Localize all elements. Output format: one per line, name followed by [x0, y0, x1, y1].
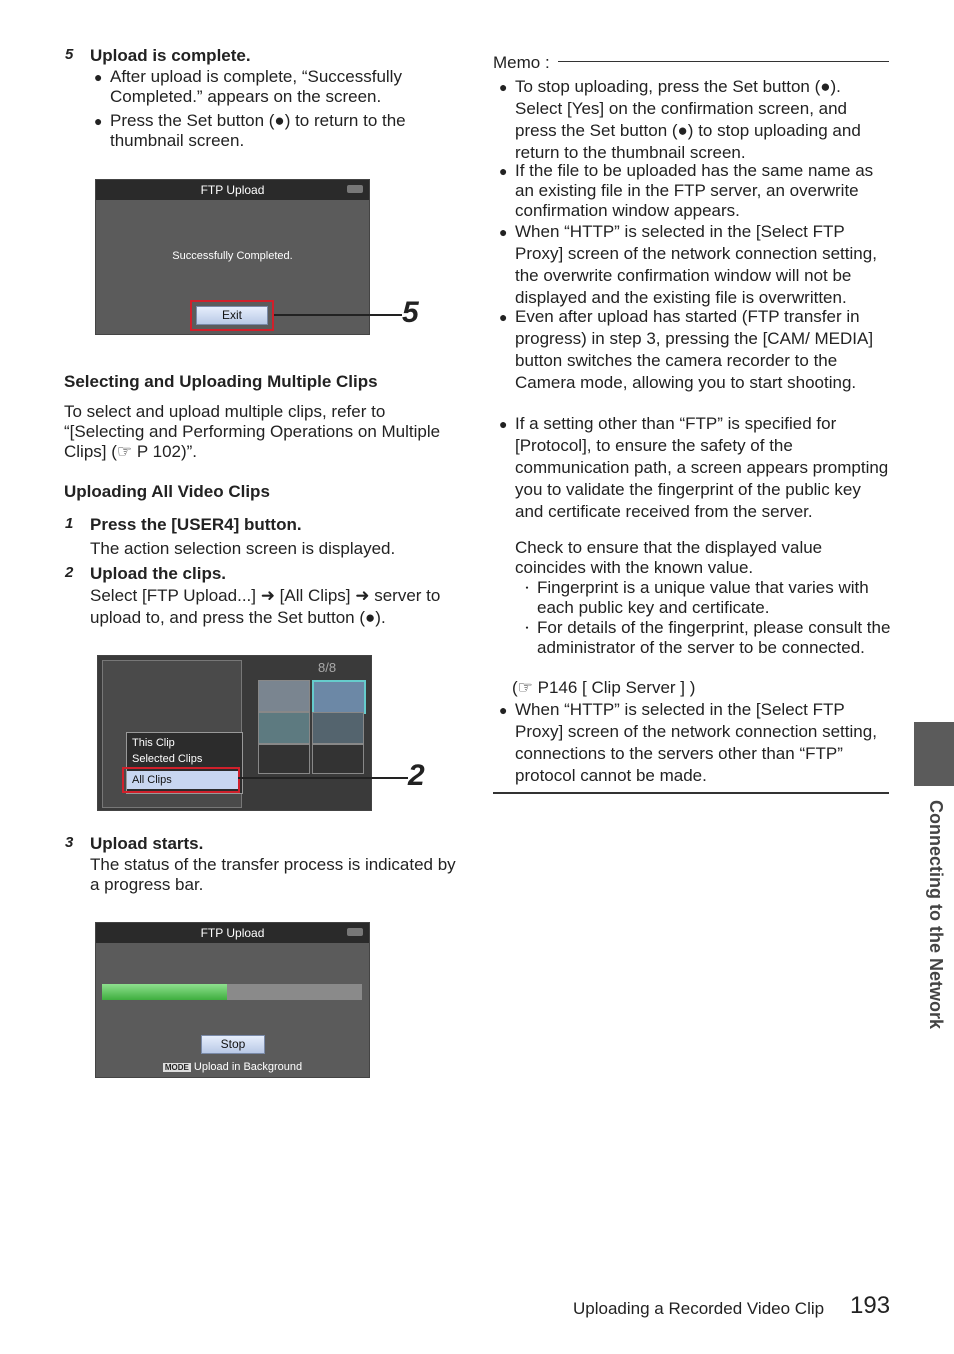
- chapter-label: Connecting to the Network: [926, 800, 946, 1029]
- menu-item-all-clips[interactable]: All Clips: [127, 771, 239, 789]
- step-number: 5: [65, 46, 74, 63]
- callout-line: [274, 314, 402, 316]
- step-title: Upload starts.: [90, 834, 204, 853]
- step-body: The status of the transfer process is indicated by a progress bar.: [90, 855, 456, 894]
- list-item: ● After upload is complete, “Successfully Completed.” appears on the screen.: [94, 67, 402, 106]
- step-number: 2: [65, 564, 74, 581]
- clip-thumbnail-screen: [97, 655, 372, 811]
- section-heading: Selecting and Uploading Multiple Clips: [64, 372, 378, 391]
- list-item: ● When “HTTP” is selected in the [Select FTP Proxy] screen of the network connection setting, the overwrite confirmation window will not be displayed and the existing file is overwritten.: [499, 222, 877, 307]
- list-item: ● If a setting other than “FTP” is specified for [Protocol], to ensure the safety of the communication path, a screen appears prompting you to validate the fingerprint of the public key and certificate received from the server.: [499, 414, 889, 521]
- list-item: ● Even after upload has started (FTP transfer in progress) in step 3, pressing the [CAM/ MEDIA] button switches the camera recorder to the Camera mode, allowing you to start shooting.: [499, 307, 874, 392]
- menu-item-selected-clips[interactable]: Selected Clips: [132, 753, 203, 765]
- progress-fill: [102, 984, 227, 1000]
- memo-rule-top: [558, 61, 889, 62]
- page-number: 193: [850, 1292, 891, 1319]
- battery-icon: [347, 928, 363, 936]
- clip-counter: 8/8: [318, 660, 337, 675]
- step-number: 1: [65, 515, 74, 532]
- mode-button-icon: MODE: [164, 1063, 189, 1072]
- ftp-upload-complete-screen: [95, 179, 370, 335]
- step-title: Press the [USER4] button.: [90, 515, 302, 534]
- chapter-tab: [914, 722, 954, 786]
- status-message: Successfully Completed.: [172, 250, 293, 262]
- list-item: ・ Fingerprint is a unique value that varies with each public key and certificate.: [521, 578, 869, 617]
- screen-titlebar: FTP Upload: [96, 923, 369, 943]
- ftp-upload-progress-screen: [95, 922, 370, 1078]
- step-number: 3: [65, 834, 74, 851]
- list-item: ● Press the Set button (●) to return to the thumbnail screen.: [94, 111, 406, 150]
- step-title: Upload the clips.: [90, 564, 227, 583]
- highlight-box: [190, 300, 274, 331]
- step-body: Select [FTP Upload...] ➜ [All Clips] ➜ server to upload to, and press the Set button (●).: [90, 586, 441, 627]
- memo-reference: (☞ P146 [ Clip Server ] ): [512, 678, 696, 697]
- footer-title: Uploading a Recorded Video Clip: [573, 1299, 825, 1318]
- battery-icon: [347, 185, 363, 193]
- list-item: ● When “HTTP” is selected in the [Select FTP Proxy] screen of the network connection setting, connections to the servers other than “FTP” protocol cannot be made.: [499, 700, 877, 785]
- callout-number: 2: [408, 759, 425, 792]
- section-body: To select and upload multiple clips, refer to “[Selecting and Performing Operations on Multiple Clips] (☞ P 102)”.: [64, 402, 441, 461]
- list-item: ● To stop uploading, press the Set button (●). Select [Yes] on the confirmation screen, and press the Set button (●) to stop uploading and return to the thumbnail screen.: [499, 77, 861, 162]
- memo-check-text: Check to ensure that the displayed value coincides with the known value.: [515, 538, 823, 577]
- screen-titlebar: FTP Upload: [96, 180, 369, 200]
- callout-number: 5: [402, 296, 419, 329]
- section-heading: Uploading All Video Clips: [64, 482, 270, 501]
- stop-button[interactable]: Stop: [201, 1035, 265, 1054]
- exit-button[interactable]: Exit: [196, 306, 268, 325]
- list-item: ・ For details of the fingerprint, please consult the administrator of the server to be connected.: [521, 618, 891, 657]
- highlight-box: [122, 767, 240, 793]
- menu-item-this-clip[interactable]: This Clip: [132, 737, 175, 749]
- callout-line: [238, 777, 408, 779]
- background-upload-hint: MODE Upload in Background: [164, 1061, 303, 1073]
- list-item: ● If the file to be uploaded has the same name as an existing file in the FTP server, an overwrite confirmation window appears.: [499, 161, 874, 220]
- step-title: Upload is complete.: [90, 46, 251, 65]
- progress-bar: [102, 984, 362, 1000]
- step-body: The action selection screen is displayed.: [90, 539, 396, 558]
- memo-label: Memo :: [493, 53, 550, 72]
- memo-rule-bottom: [493, 792, 889, 794]
